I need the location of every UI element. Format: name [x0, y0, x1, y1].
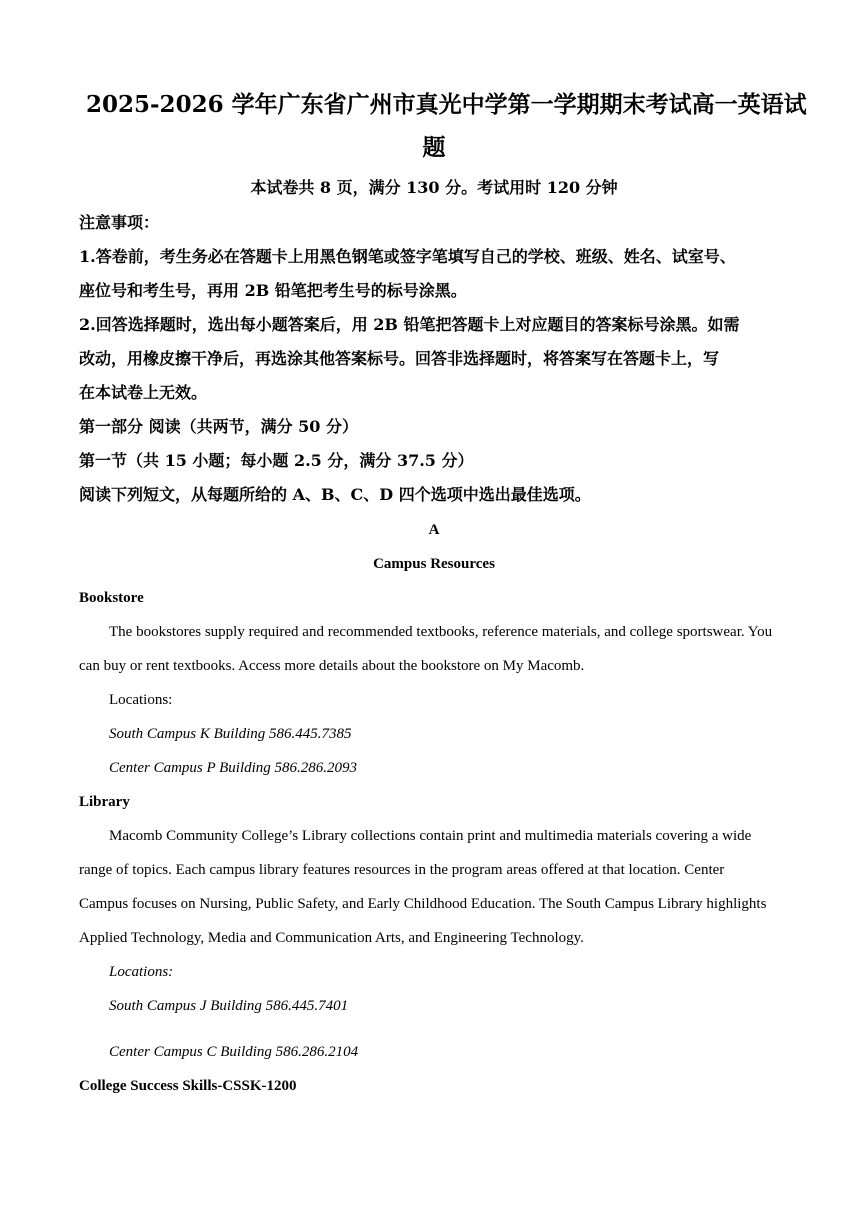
- bookstore-locations-label: Locations:: [109, 692, 173, 708]
- library-text-line1: Macomb Community College’s Library collections contain print and multimedia materials covering a wide: [109, 828, 752, 844]
- notice-item1-line2: 座位号和考生号，再用 2B 铅笔把考生号的标号涂黑。: [79, 281, 467, 300]
- library-text-line3: Campus focuses on Nursing, Public Safety, and Early Childhood Education. The South Campus Library highlights: [79, 896, 767, 912]
- exam-subtitle: 本试卷共 8 页，满分 130 分。考试用时 120 分钟: [250, 178, 618, 197]
- library-locations-label: Locations:: [109, 964, 174, 980]
- library-location-center: Center Campus C Building 586.286.2104: [109, 1044, 359, 1060]
- part1-heading: 第一部分 阅读（共两节，满分 50 分）: [79, 417, 358, 436]
- notice-item2-line3: 在本试卷上无效。: [79, 383, 208, 402]
- notice-heading: 注意事项：: [79, 213, 160, 232]
- section1-heading: 第一节（共 15 小题；每小题 2.5 分，满分 37.5 分）: [79, 451, 474, 470]
- library-text-line2: range of topics. Each campus library features resources in the program areas offered at that location. Center: [79, 862, 725, 878]
- cssk-heading: College Success Skills-CSSK-1200: [79, 1078, 297, 1094]
- library-text-line4: Applied Technology, Media and Communication Arts, and Engineering Technology.: [79, 930, 584, 946]
- notice-item2-line1: 2.回答选择题时，选出每小题答案后，用 2B 铅笔把答题卡上对应题目的答案标号涂黑。如需: [79, 315, 740, 334]
- bookstore-location-center: Center Campus P Building 586.286.2093: [109, 760, 358, 776]
- exam-title-line1: 2025-2026 学年广东省广州市真光中学第一学期期末考试高一英语试: [86, 91, 807, 118]
- bookstore-text-line1: The bookstores supply required and recommended textbooks, reference materials, and college sportswear. You: [109, 624, 773, 640]
- bookstore-text-line2: can buy or rent textbooks. Access more details about the bookstore on My Macomb.: [79, 658, 585, 674]
- passage-title: Campus Resources: [373, 556, 495, 572]
- exam-title-line2: 题: [422, 134, 446, 161]
- bookstore-location-south: South Campus K Building 586.445.7385: [109, 726, 352, 742]
- library-location-south: South Campus J Building 586.445.7401: [109, 998, 349, 1014]
- library-heading: Library: [79, 794, 130, 810]
- passage-letter: A: [428, 522, 440, 538]
- bookstore-heading: Bookstore: [79, 590, 144, 606]
- section-instruction: 阅读下列短文，从每题所给的 A、B、C、D 四个选项中选出最佳选项。: [79, 485, 591, 504]
- notice-item2-line2: 改动，用橡皮擦干净后，再选涂其他答案标号。回答非选择题时，将答案写在答题卡上，写: [79, 349, 720, 368]
- notice-item1-line1: 1.答卷前，考生务必在答题卡上用黑色钢笔或签字笔填写自己的学校、班级、姓名、试室号、: [79, 247, 736, 266]
